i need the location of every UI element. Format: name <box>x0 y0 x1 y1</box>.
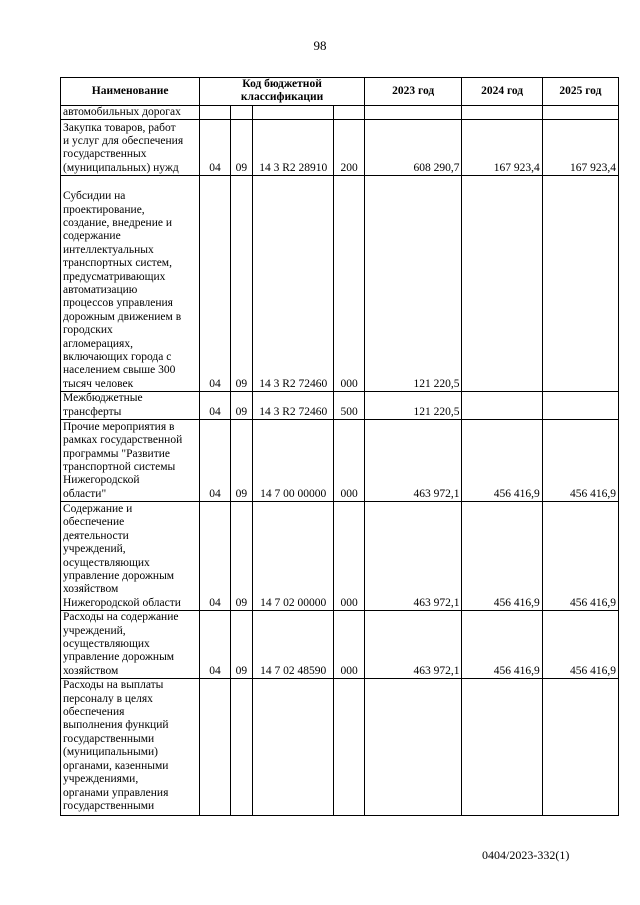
row-name-cell: автомобильных дорогах <box>61 105 200 119</box>
header-code: Код бюджетной классификации <box>200 78 365 106</box>
amount-2023-cell: 121 220,5 <box>364 176 462 392</box>
amount-2023-cell <box>364 679 462 816</box>
subsection-code-cell: 09 <box>230 502 252 611</box>
section-code-cell: 04 <box>200 502 230 611</box>
amount-2025-cell: 167 923,4 <box>542 120 618 176</box>
header-2023: 2023 год <box>364 78 462 106</box>
section-code-cell: 04 <box>200 611 230 679</box>
subsection-code-cell: 09 <box>230 392 252 420</box>
target-article-cell: 14 7 02 00000 <box>253 502 334 611</box>
header-2025: 2025 год <box>542 78 618 106</box>
amount-2024-cell <box>462 679 542 816</box>
header-name: Наименование <box>61 78 200 106</box>
expense-type-cell: 000 <box>334 420 365 502</box>
section-code-cell <box>200 679 230 816</box>
amount-2023-cell: 608 290,7 <box>364 120 462 176</box>
subsection-code-cell: 09 <box>230 611 252 679</box>
amount-2025-cell: 456 416,9 <box>542 420 618 502</box>
table-row <box>61 611 619 679</box>
expense-type-cell: 200 <box>334 120 365 176</box>
expense-type-cell <box>334 105 365 119</box>
target-article-cell: 14 7 00 00000 <box>253 420 334 502</box>
row-name-cell: Расходы на содержание учреждений, осуществляющих управление дорожным хозяйством <box>61 611 200 679</box>
amount-2023-cell: 463 972,1 <box>364 611 462 679</box>
row-name-cell: Расходы на выплаты персоналу в целях обеспечения выполнения функций государственными (муниципальными) органами, казенными учреждениями, органами управления государственными <box>61 679 200 816</box>
section-code-cell: 04 <box>200 120 230 176</box>
target-article-cell: 14 3 R2 72460 <box>253 176 334 392</box>
section-code-cell: 04 <box>200 176 230 392</box>
budget-table <box>60 77 619 816</box>
amount-2023-cell: 463 972,1 <box>364 502 462 611</box>
expense-type-cell: 000 <box>334 176 365 392</box>
subsection-code-cell: 09 <box>230 420 252 502</box>
subsection-code-cell <box>230 105 252 119</box>
section-code-cell <box>200 105 230 119</box>
target-article-cell: 14 3 R2 72460 <box>253 392 334 420</box>
page-number: 98 <box>313 38 327 53</box>
table-row <box>61 105 619 119</box>
target-article-cell: 14 7 02 48590 <box>253 611 334 679</box>
table-row <box>61 502 619 611</box>
table-row <box>61 420 619 502</box>
target-article-cell <box>253 679 334 816</box>
table-row <box>61 392 619 420</box>
target-article-cell <box>253 105 334 119</box>
expense-type-cell: 000 <box>334 502 365 611</box>
expense-type-cell <box>334 679 365 816</box>
document-code: 0404/2023-332(1) <box>482 848 570 862</box>
expense-type-cell: 000 <box>334 611 365 679</box>
row-name-cell: Содержание и обеспечение деятельности учреждений, осуществляющих управление дорожным хозяйством Нижегородской области <box>61 502 200 611</box>
row-name-cell: Прочие мероприятия в рамках государственной программы "Развитие транспортной системы Нижегородской области" <box>61 420 200 502</box>
header-row <box>61 78 619 106</box>
target-article-cell: 14 3 R2 28910 <box>253 120 334 176</box>
amount-2025-cell <box>542 392 618 420</box>
section-code-cell: 04 <box>200 392 230 420</box>
amount-2024-cell: 456 416,9 <box>462 502 542 611</box>
amount-2024-cell <box>462 176 542 392</box>
row-name-cell: Субсидии на проектирование, создание, внедрение и содержание интеллектуальных транспортных систем, предусматривающих автоматизацию процессов управления дорожным движением в городских агломерациях, включающих города с населением свыше 300 тысяч человек <box>61 176 200 392</box>
amount-2023-cell: 121 220,5 <box>364 392 462 420</box>
table-row <box>61 679 619 816</box>
subsection-code-cell <box>230 679 252 816</box>
row-name-cell: Межбюджетные трансферты <box>61 392 200 420</box>
table-row <box>61 176 619 392</box>
amount-2024-cell: 456 416,9 <box>462 420 542 502</box>
header-2024: 2024 год <box>462 78 542 106</box>
subsection-code-cell: 09 <box>230 176 252 392</box>
expense-type-cell: 500 <box>334 392 365 420</box>
amount-2025-cell <box>542 679 618 816</box>
row-name-cell: Закупка товаров, работ и услуг для обеспечения государственных (муниципальных) нужд <box>61 120 200 176</box>
amount-2025-cell: 456 416,9 <box>542 611 618 679</box>
amount-2024-cell <box>462 105 542 119</box>
amount-2025-cell: 456 416,9 <box>542 502 618 611</box>
amount-2025-cell <box>542 176 618 392</box>
amount-2023-cell: 463 972,1 <box>364 420 462 502</box>
amount-2023-cell <box>364 105 462 119</box>
section-code-cell: 04 <box>200 420 230 502</box>
amount-2024-cell <box>462 392 542 420</box>
amount-2025-cell <box>542 105 618 119</box>
table-row <box>61 120 619 176</box>
amount-2024-cell: 167 923,4 <box>462 120 542 176</box>
amount-2024-cell: 456 416,9 <box>462 611 542 679</box>
subsection-code-cell: 09 <box>230 120 252 176</box>
